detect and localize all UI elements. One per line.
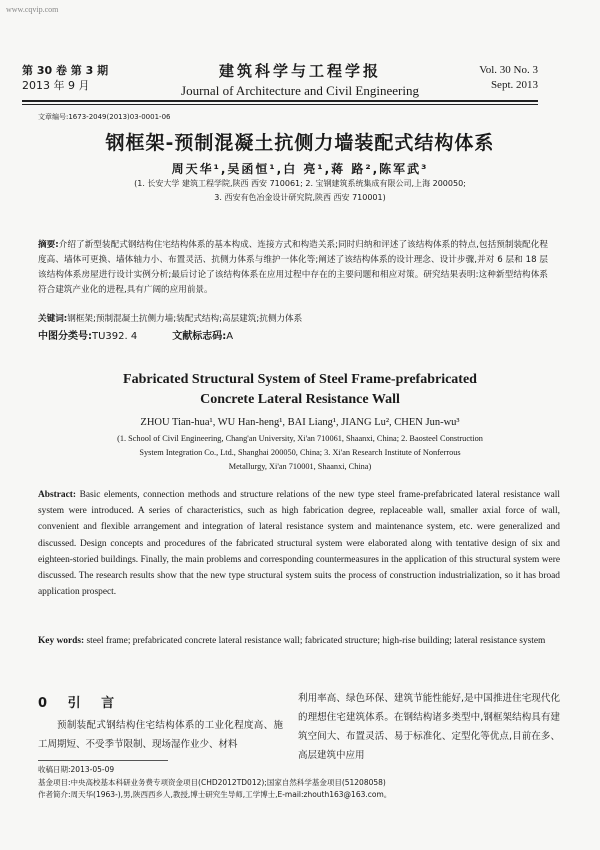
affiliations-zh — [60, 177, 540, 205]
keywords-zh-text: 钢框架;预制混凝土抗侧力墙;装配式结构;高层建筑;抗侧力体系 — [67, 314, 303, 324]
article-number: 文章编号:1673-2049(2013)03-0001-06 — [38, 113, 171, 121]
journal-header — [130, 60, 470, 99]
footnotes — [38, 764, 558, 802]
volume-issue-zh: 第 30 卷 第 3 期 — [22, 64, 109, 77]
abstract-en-label: Abstract: — [38, 490, 77, 500]
abstract-en-text: Basic elements, connection methods and structure relations of the new type steel frame-prefabricated lateral resistance wall system were introduced. A series of characteristics, such as high fabrication degree, replaceable wall, smaller axial force of wall, convenient and flexible arrangement and integration of lateral resistance system and maintenance system, etc. were generalized and discussed. Design concepts and procedures of the fabricated structural system were elaborated along with tentative design of six and eighteen-storied buildings. Finally, the main problems and corresponding countermeasures in the application of this structural system were discussed. The research results show that the new type structural system suits the process of construction industrialization, so it has broad application prospect. — [38, 490, 560, 598]
title-en — [60, 370, 540, 410]
keywords-en-label: Key words: — [38, 636, 85, 646]
abstract-zh-label: 摘要: — [38, 240, 59, 250]
footnote-received: 收稿日期:2013-05-09 — [38, 765, 115, 774]
classification-line — [38, 327, 233, 342]
authors-en: ZHOU Tian-hua¹, WU Han-heng¹, BAI Liang¹, JIANG Lu², CHEN Jun-wu³ — [140, 417, 460, 428]
footnote-rule — [38, 760, 168, 761]
clc-value: TU392. 4 — [92, 331, 138, 342]
title-zh: 钢框架-预制混凝土抗侧力墙装配式结构体系 — [105, 132, 495, 154]
volume-issue-en: Vol. 30 No. 3 — [479, 64, 538, 76]
abstract-zh — [38, 238, 548, 298]
body-right-column: 利用率高、绿色环保、建筑节能性能好,是中国推进住宅现代化的理想住宅建筑体系。在钢结构诸多类型中,钢框架结构具有建筑空间大、布置灵活、易于标准化、定型化等优点,目前在多、高层建筑中应用 — [298, 693, 560, 761]
authors-zh: 周天华¹,吴函恒¹,白 亮¹,蒋 路²,陈军武³ — [171, 162, 429, 176]
header-rule-thin — [22, 104, 538, 105]
journal-name-zh: 建筑科学与工程学报 — [218, 62, 381, 80]
clc-label: 中图分类号: — [38, 331, 92, 342]
affiliation-en-line: Metallurgy, Xi'an 710001, Shaanxi, China) — [228, 462, 372, 471]
keywords-en-text: steel frame; prefabricated concrete lateral resistance wall; fabricated structure; high-rise building; lateral resistance system — [84, 636, 546, 646]
title-en-line: Fabricated Structural System of Steel Frame-prefabricated — [123, 372, 477, 387]
watermark: www.cqvip.com — [6, 5, 59, 14]
section-heading: 0 引 言 — [38, 696, 123, 711]
affiliation-zh-line: 3. 西安有色冶金设计研究院,陕西 西安 710001) — [214, 193, 386, 202]
affiliations-en — [55, 432, 545, 474]
keywords-zh-label: 关键词: — [38, 314, 68, 324]
doc-code-label: 文献标志码: — [172, 331, 227, 342]
affiliation-en-line: (1. School of Civil Engineering, Chang'an University, Xi'an 710061, Shaanxi, China; 2. Baosteel Construction — [117, 434, 483, 443]
abstract-en — [38, 487, 560, 600]
date-zh: 2013 年 9 月 — [22, 79, 90, 92]
affiliation-en-line: System Integration Co., Ltd., Shanghai 200050, China; 3. Xi'an Research Institute of Nonferrous — [139, 448, 461, 457]
doc-code-value: A — [226, 331, 234, 342]
date-en: Sept. 2013 — [490, 79, 538, 91]
affiliation-zh-line: (1. 长安大学 建筑工程学院,陕西 西安 710061; 2. 宝钢建筑系统集成有限公司,上海 200050; — [134, 179, 466, 188]
header-rule-thick — [22, 100, 538, 102]
header-left — [22, 63, 108, 93]
footnote-funding: 基金项目:中央高校基本科研业务费专项资金项目(CHD2012TD012);国家自然科学基金项目(51208058) — [38, 777, 386, 787]
journal-name-en: Journal of Architecture and Civil Engineering — [181, 83, 419, 98]
header-right — [479, 63, 538, 93]
body-left-column: 预制装配式钢结构住宅结构体系的工业化程度高、施工周期短、不受季节限制、现场湿作业少、材料 — [38, 720, 283, 750]
keywords-en — [38, 633, 560, 649]
keywords-zh — [38, 312, 548, 324]
title-en-line: Concrete Lateral Resistance Wall — [200, 392, 400, 407]
abstract-zh-text: 介绍了新型装配式钢结构住宅结构体系的基本构成、连接方式和构造关系;同时归纳和评述了该结构体系的特点,包括预制装配化程度高、墙体可更换、墙体轴力小、布置灵活、抗侧力体系与维护一体化等;阐述了该结构体系的设计理念、设计步骤,并对 6 层和 18 层该结构体系房屋进行设计实例分析;最后讨论了该结构体系在应用过程中存在的主要问题和相应对策。研究结果表明:这种新型结构体系符合建筑产业化的进程,具有广阔的应用前景。 — [38, 240, 548, 295]
footnote-author: 作者简介:周天华(1963-),男,陕西西乡人,教授,博士研究生导师,工学博士,E-mail:zhouth163@163.com。 — [38, 790, 392, 799]
